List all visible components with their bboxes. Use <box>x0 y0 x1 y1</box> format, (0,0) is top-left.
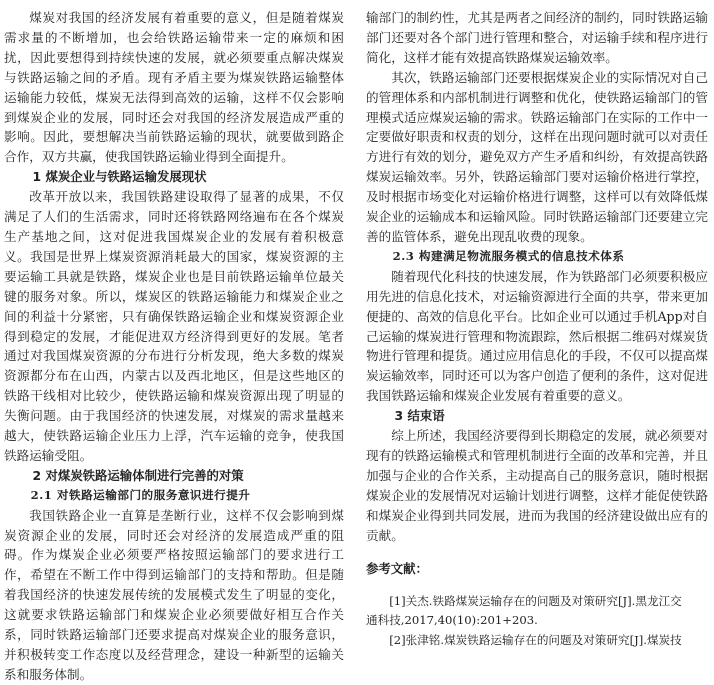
reference-item <box>366 631 708 651</box>
right-column <box>366 8 708 650</box>
subsection-2-3-paragraph: 随着现代化科技的快速发展，作为铁路部门必须要积极应用先进的信息化技术，对运输资源进行全面的共享，带来更加便捷的、高效的信息化平台。比如企业可以通过手机App对自己运输的煤炭进行管理和物流跟踪，然后根据二维码对煤炭货物进行管理和提货。通过应用信息化的手段，不仅可以提高煤炭运输效率，同时还可以为客户创造了便利的条件，这对促进我国铁路运输和煤炭企业发展有着重要的意义。 <box>366 268 708 404</box>
subsection-2-1-paragraph: 我国铁路企业一直算是垄断行业，这样不仅会影响到煤炭资源企业的发展，同时还会对经济的发展造成严重的阻碍。作为煤炭企业必须要严格按照运输部门的要求进行工作，希望在不断工作中得到运输部门的支持和帮助。但是随着我国经济的快速发展传统的发展模式发生了明显的变化，这就要求铁路运输部门和煤炭企业必须要做好相互合作关系，同时铁路运输部门还要求提高对煤炭企业的服务意识，并积极转变工作态度以及经营理念，建设一种新型的运输关系和服务体制。 <box>4 507 344 682</box>
reference-2-line1: [2]张津铭.煤炭铁路运输存在的问题及对策研究[J].煤炭技 <box>389 632 682 647</box>
section-2-heading: 2 对煤炭铁路运输体制进行完善的对策 <box>32 467 244 483</box>
section-3-heading: 3 结束语 <box>394 408 445 424</box>
section-1-heading: 1 煤炭企业与铁路运输发展现状 <box>32 169 207 185</box>
continued-paragraph: 输部门的制约性，尤其是两者之间经济的制约，同时铁路运输部门还要对各个部门进行管理和整合，对运输手续和程序进行简化，这样才能有效提高铁路煤炭运输效率。 <box>366 10 708 65</box>
subsection-2-1-heading: 2.1 对铁路运输部门的服务意识进行提升 <box>30 487 251 502</box>
references-title: 参考文献： <box>366 561 428 577</box>
paragraph-qici: 其次，铁路运输部门还要根据煤炭企业的实际情况对自己的管理体系和内部机制进行调整和优化，使铁路运输部门的管理模式适应煤炭运输的需求。铁路运输部门在实际的工作中一定要做好职责和权责的划分，这样在出现问题时就可以对责任方进行有效的划分，避免双方产生矛盾和纠纷，有效提高铁路煤炭运输效率。另外，铁路运输部门要对运输价格进行掌控，及时根据市场变化对运输价格进行调整，这样可以有效降低煤炭企业的运输成本和运输风险。同时铁路运输部门还要建立完善的监管体系，避免出现乱收费的现象。 <box>366 69 708 244</box>
subsection-2-3-heading: 2.3 构建满足物流服务模式的信息技术体系 <box>392 248 625 263</box>
reference-1-line2: 通科技,2017,40(10):201+203. <box>366 613 538 628</box>
section-3-paragraph: 综上所述，我国经济要得到长期稳定的发展，就必须要对现有的铁路运输模式和管理机制进行全面的改革和完善，并且加强与企业的合作关系，主动提高自己的服务意识，随时根据煤炭企业的发展情况对运输计划进行调整，这样才能促使铁路和煤炭企业得到共同发展，进而为我国的经济建设做出应有的贡献。 <box>366 428 708 543</box>
reference-1-line1: [1]关杰.铁路煤炭运输存在的问题及对策研究[J].黑龙江交 <box>389 593 682 608</box>
section-1-paragraph: 改革开放以来，我国铁路建设取得了显著的成果，不仅满足了人们的生活需求，同时还将铁路网络遍布在各个煤炭生产基地之间，这对促进我国煤炭企业的发展有着积极意义。我国是世界上煤炭资源消耗最大的国家，煤炭资源的主要运输工具就是铁路，煤炭企业也是目前铁路运输单位最关键的服务对象。所以，煤炭区的铁路运输能力和煤炭企业之间的利益十分紧密，只有确保铁路运输企业和煤炭资源企业得到稳定的发展，才能促进双方经济得到更好的发展。笔者通过对我国煤炭资源的分布进行分析发现，绝大多数的煤炭资源都分布在山西，内蒙古以及西北地区，但是这些地区的铁路干线相对比较少，使铁路运输和煤炭资源出现了明显的失衡问题。由于我国经济的快速发展，对煤炭的需求量越来越大，使铁路运输企业压力上浮，汽车运输的竞争，使我国铁路运输受阻。 <box>4 189 344 463</box>
intro-paragraph: 煤炭对我国的经济发展有着重要的意义，但是随着煤炭需求量的不断增加，也会给铁路运输带来一定的麻烦和困扰，因此要想得到持续快速的发展，就必须要重点解决煤炭与铁路运输之间的矛盾。现有矛盾主要为煤炭铁路运输整体运输能力较低，煤炭无法得到高效的运输，这样不仅会影响到煤炭企业的发展，同时还会对我国的经济发展造成严重的影响。因此，要想解决当前铁路运输的现状，就要做到路企合作，双方共赢，使我国铁路运输业得到全面提升。 <box>4 10 344 165</box>
reference-item <box>366 592 708 631</box>
left-column <box>4 8 344 685</box>
